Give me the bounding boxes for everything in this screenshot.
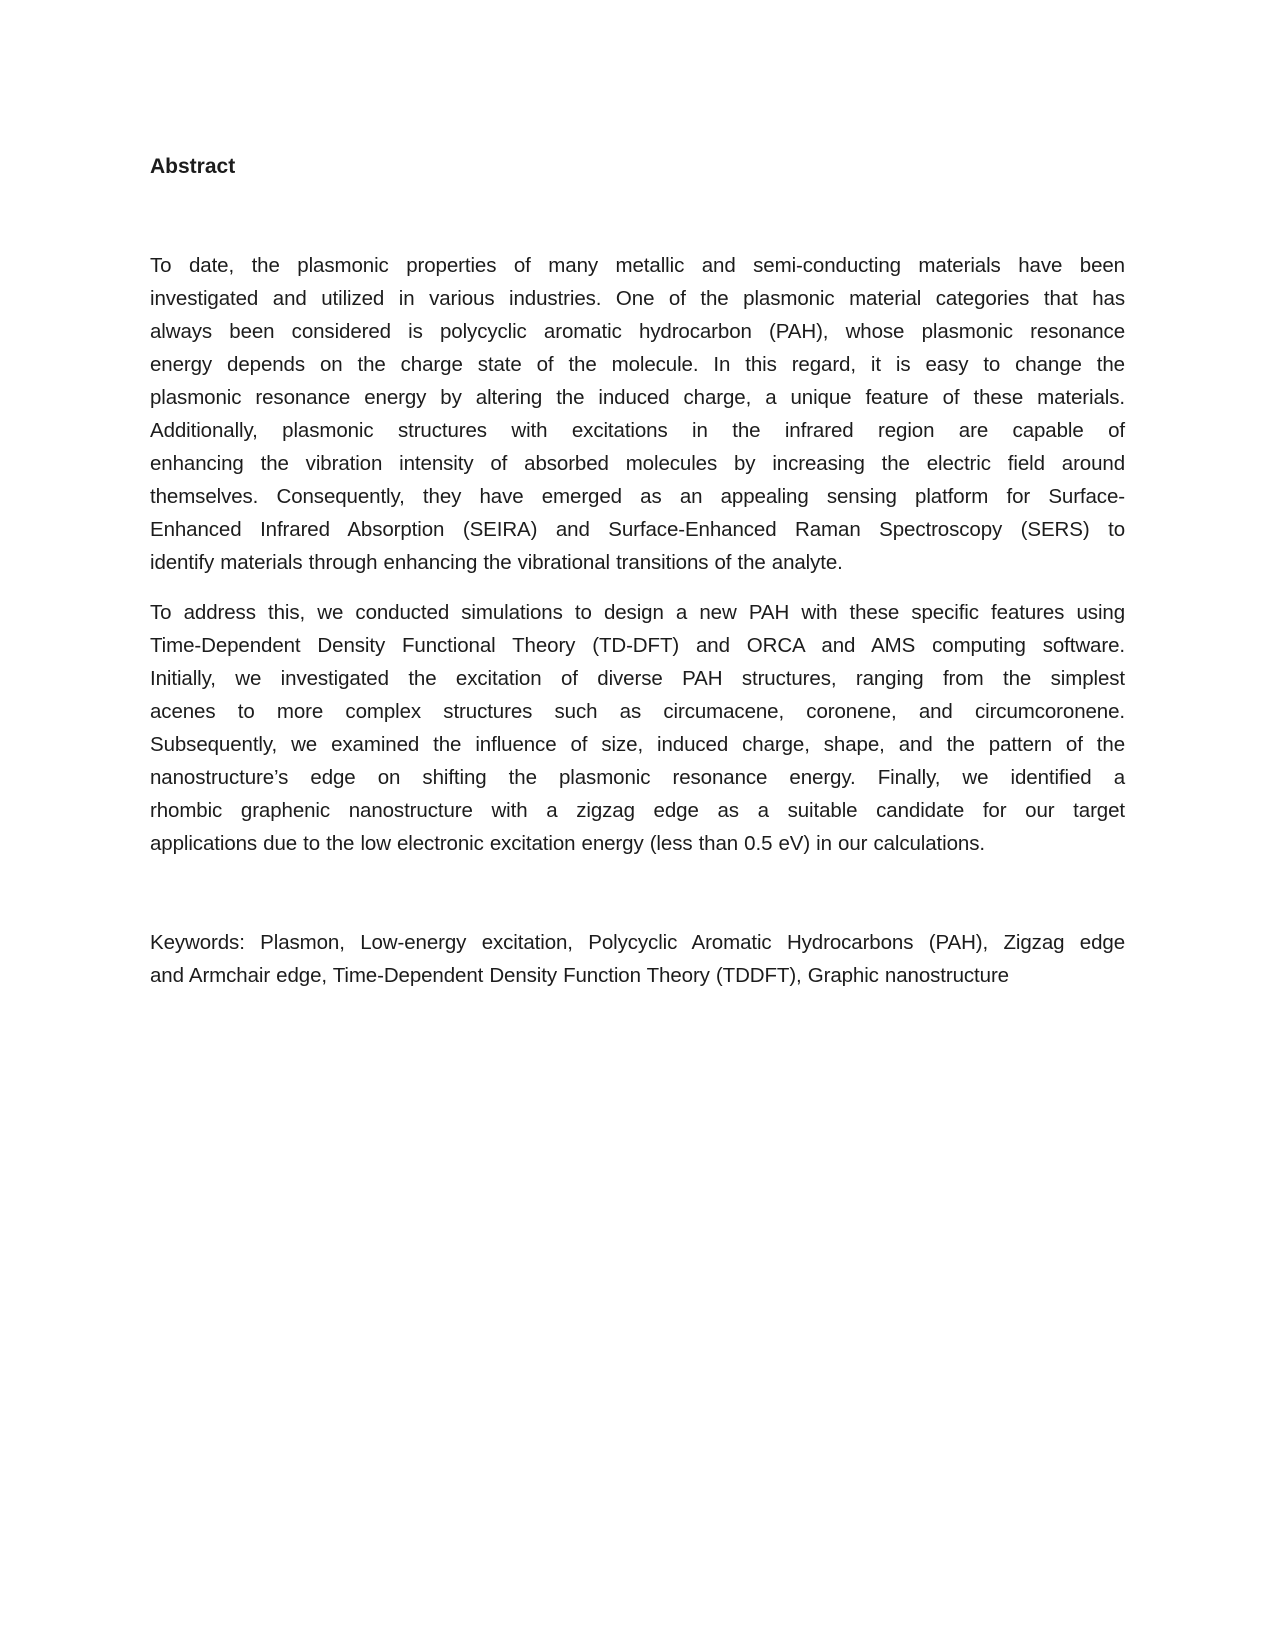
text-line: plasmonic resonance energy by altering the induced charge, a unique feature of these materials. xyxy=(150,386,1125,409)
text-line: To address this, we conducted simulations to design a new PAH with these specific features using xyxy=(150,601,1125,624)
abstract-content xyxy=(150,150,1125,1009)
text-line: To date, the plasmonic properties of many metallic and semi-conducting materials have been xyxy=(150,254,1125,277)
text-line: acenes to more complex structures such as circumacene, coronene, and circumcoronene. xyxy=(150,700,1125,723)
text-line: themselves. Consequently, they have emerged as an appealing sensing platform for Surface- xyxy=(150,485,1125,508)
text-line: applications due to the low electronic excitation energy (less than 0.5 eV) in our calculations. xyxy=(150,832,985,855)
text-line: and Armchair edge, Time-Dependent Density Function Theory (TDDFT), Graphic nanostructure xyxy=(150,964,1009,987)
text-line: identify materials through enhancing the vibrational transitions of the analyte. xyxy=(150,551,843,574)
text-line: rhombic graphenic nanostructure with a zigzag edge as a suitable candidate for our target xyxy=(150,799,1125,822)
text-line: Keywords: Plasmon, Low-energy excitation, Polycyclic Aromatic Hydrocarbons (PAH), Zigzag edge xyxy=(150,931,1125,954)
text-line: Time-Dependent Density Functional Theory (TD-DFT) and ORCA and AMS computing software. xyxy=(150,634,1125,657)
abstract-paragraph-2 xyxy=(150,596,1125,860)
keywords-paragraph xyxy=(150,926,1125,992)
text-line: Subsequently, we examined the influence of size, induced charge, shape, and the pattern of the xyxy=(150,733,1125,756)
text-line: Initially, we investigated the excitation of diverse PAH structures, ranging from the simplest xyxy=(150,667,1125,690)
text-line: always been considered is polycyclic aromatic hydrocarbon (PAH), whose plasmonic resonance xyxy=(150,320,1125,343)
text-line: enhancing the vibration intensity of absorbed molecules by increasing the electric field around xyxy=(150,452,1125,475)
text-line: energy depends on the charge state of the molecule. In this regard, it is easy to change the xyxy=(150,353,1125,376)
text-line: investigated and utilized in various industries. One of the plasmonic material categories that has xyxy=(150,287,1125,310)
abstract-heading: Abstract xyxy=(150,155,236,178)
text-line: Enhanced Infrared Absorption (SEIRA) and Surface-Enhanced Raman Spectroscopy (SERS) to xyxy=(150,518,1125,541)
text-line: nanostructure’s edge on shifting the plasmonic resonance energy. Finally, we identified a xyxy=(150,766,1125,789)
abstract-paragraph-1 xyxy=(150,249,1125,579)
text-line: Additionally, plasmonic structures with excitations in the infrared region are capable of xyxy=(150,419,1125,442)
